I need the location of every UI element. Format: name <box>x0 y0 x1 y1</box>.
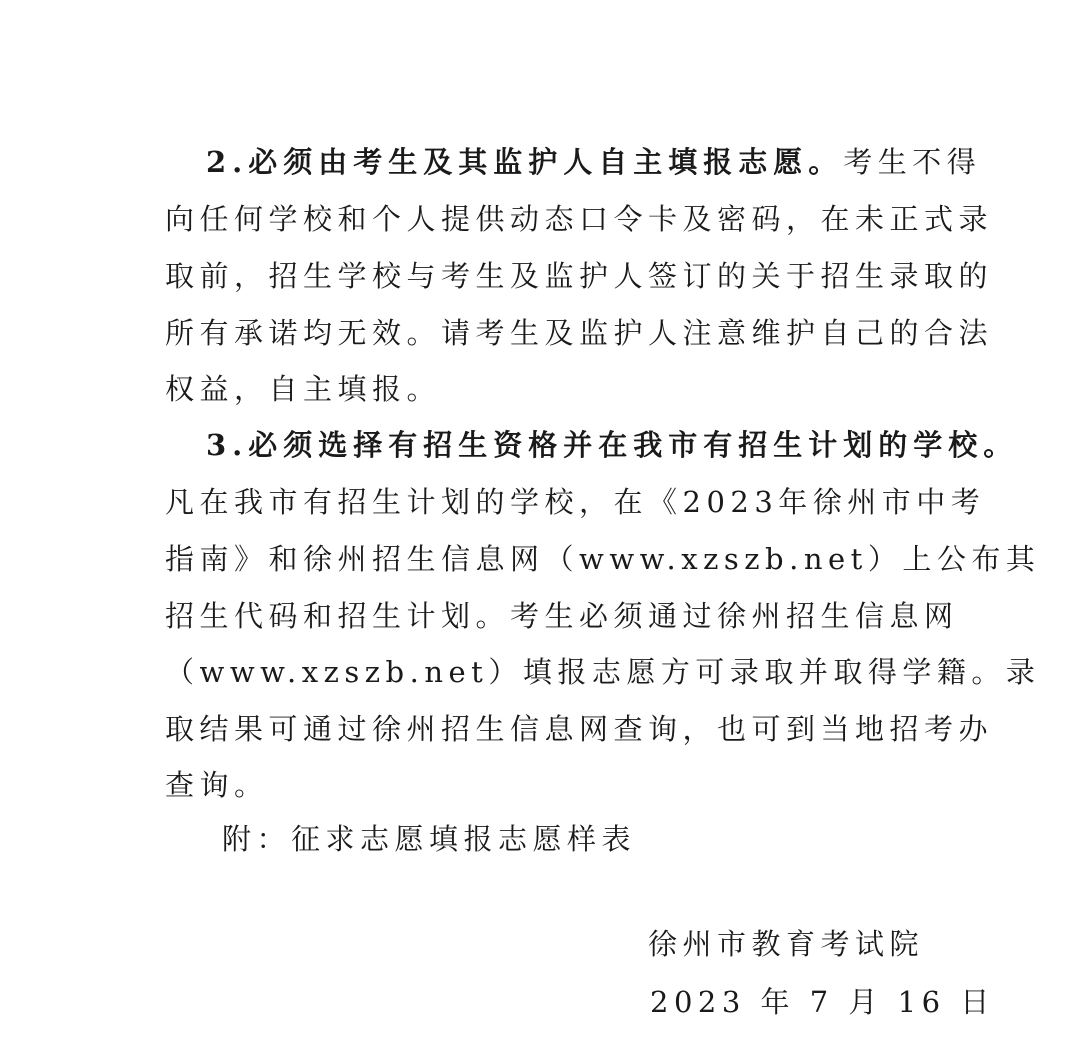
paragraph-2-line-1-text: 考生不得 <box>843 145 982 179</box>
paragraph-2-line-3: 取前，招生学校与考生及监护人签订的关于招生录取的 <box>165 259 994 293</box>
paragraph-3-line-3: 指南》和徐州招生信息网（www.xzszb.net）上公布其 <box>165 542 1041 576</box>
paragraph-2-line-5: 权益，自主填报。 <box>165 372 442 406</box>
paragraph-3-line-5: （www.xzszb.net）填报志愿方可录取并取得学籍。录 <box>165 655 1041 689</box>
attachment-note: 附：征求志愿填报志愿样表 <box>222 822 637 856</box>
paragraph-2-line-4: 所有承诺均无效。请考生及监护人注意维护自己的合法 <box>165 316 994 350</box>
signature-organization: 徐州市教育考试院 <box>648 927 925 961</box>
paragraph-2-line-1 <box>206 142 981 182</box>
paragraph-3-line-4: 招生代码和招生计划。考生必须通过徐州招生信息网 <box>165 599 959 633</box>
signature-date: 2023 年 7 月 16 日 <box>650 985 995 1019</box>
paragraph-2-line-2: 向任何学校和个人提供动态口令卡及密码，在未正式录 <box>165 202 994 236</box>
paragraph-3-line-7: 查询。 <box>165 768 269 802</box>
paragraph-3-line-6: 取结果可通过徐州招生信息网查询，也可到当地招考办 <box>165 712 994 746</box>
paragraph-2-heading: 2.必须由考生及其监护人自主填报志愿。 <box>206 145 844 179</box>
paragraph-3-heading: 3.必须选择有招生资格并在我市有招生计划的学校。 <box>206 428 1019 462</box>
paragraph-3-line-2: 凡在我市有招生计划的学校，在《2023年徐州市中考 <box>165 485 986 519</box>
